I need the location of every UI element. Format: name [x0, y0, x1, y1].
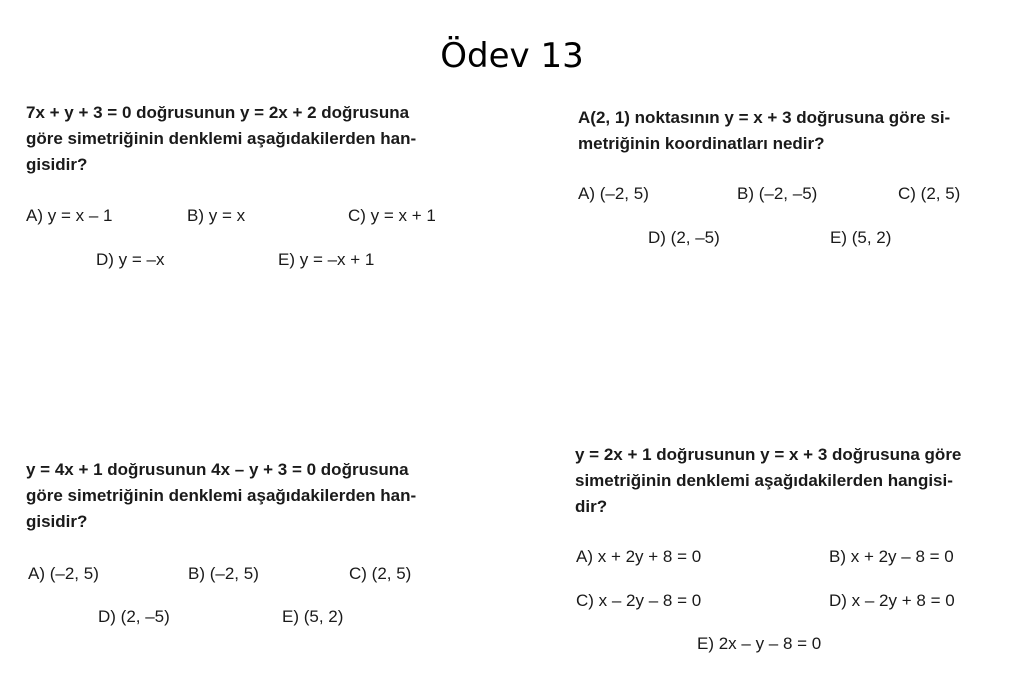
question-4-option-e: E) 2x – y – 8 = 0 — [697, 634, 822, 653]
question-4-stem-line-3: dir? — [575, 497, 608, 516]
question-1-stem-line-3: gisidir? — [26, 155, 88, 174]
question-4-stem-line-2: simetriğinin denklemi aşağıdakilerden hangisi- — [575, 471, 953, 490]
question-4 — [575, 442, 1010, 520]
question-2-option-e: E) (5, 2) — [830, 228, 892, 247]
question-3-stem-line-1: y = 4x + 1 doğrusunun 4x – y + 3 = 0 doğrusuna — [26, 460, 409, 479]
question-1-option-c: C) y = x + 1 — [348, 206, 436, 225]
question-1-option-b: B) y = x — [187, 206, 246, 225]
question-2-option-a: A) (–2, 5) — [578, 184, 649, 203]
question-2-stem — [578, 105, 1008, 157]
question-4-option-d: D) x – 2y + 8 = 0 — [829, 591, 955, 610]
question-2-stem-line-2: metriğinin koordinatları nedir? — [578, 134, 825, 153]
question-4-option-a: A) x + 2y + 8 = 0 — [576, 547, 702, 566]
question-3-stem-line-2: göre simetriğinin denklemi aşağıdakilerden han- — [26, 486, 417, 505]
question-3 — [26, 457, 466, 535]
question-3-option-c: C) (2, 5) — [349, 564, 412, 583]
question-3-stem-line-3: gisidir? — [26, 512, 88, 531]
page-title: Ödev 13 — [440, 36, 584, 76]
question-4-option-b: B) x + 2y – 8 = 0 — [829, 547, 954, 566]
question-3-option-b: B) (–2, 5) — [188, 564, 259, 583]
question-2 — [578, 105, 1008, 157]
question-1-option-a: A) y = x – 1 — [26, 206, 113, 225]
question-3-option-d: D) (2, –5) — [98, 607, 170, 626]
question-2-option-d: D) (2, –5) — [648, 228, 720, 247]
question-4-option-c: C) x – 2y – 8 = 0 — [576, 591, 702, 610]
question-3-option-a: A) (–2, 5) — [28, 564, 99, 583]
question-1 — [26, 100, 466, 178]
question-2-option-c: C) (2, 5) — [898, 184, 961, 203]
question-1-stem-line-2: göre simetriğinin denklemi aşağıdakilerden han- — [26, 129, 417, 148]
question-1-option-e: E) y = –x + 1 — [278, 250, 375, 269]
question-2-stem-line-1: A(2, 1) noktasının y = x + 3 doğrusuna göre si- — [578, 108, 951, 127]
question-3-option-e: E) (5, 2) — [282, 607, 344, 626]
question-2-option-b: B) (–2, –5) — [737, 184, 818, 203]
question-4-stem-line-1: y = 2x + 1 doğrusunun y = x + 3 doğrusuna göre — [575, 445, 962, 464]
question-1-stem-line-1: 7x + y + 3 = 0 doğrusunun y = 2x + 2 doğrusuna — [26, 103, 410, 122]
question-3-stem — [26, 457, 466, 535]
question-1-stem — [26, 100, 466, 178]
question-1-option-d: D) y = –x — [96, 250, 165, 269]
question-4-stem — [575, 442, 1010, 520]
